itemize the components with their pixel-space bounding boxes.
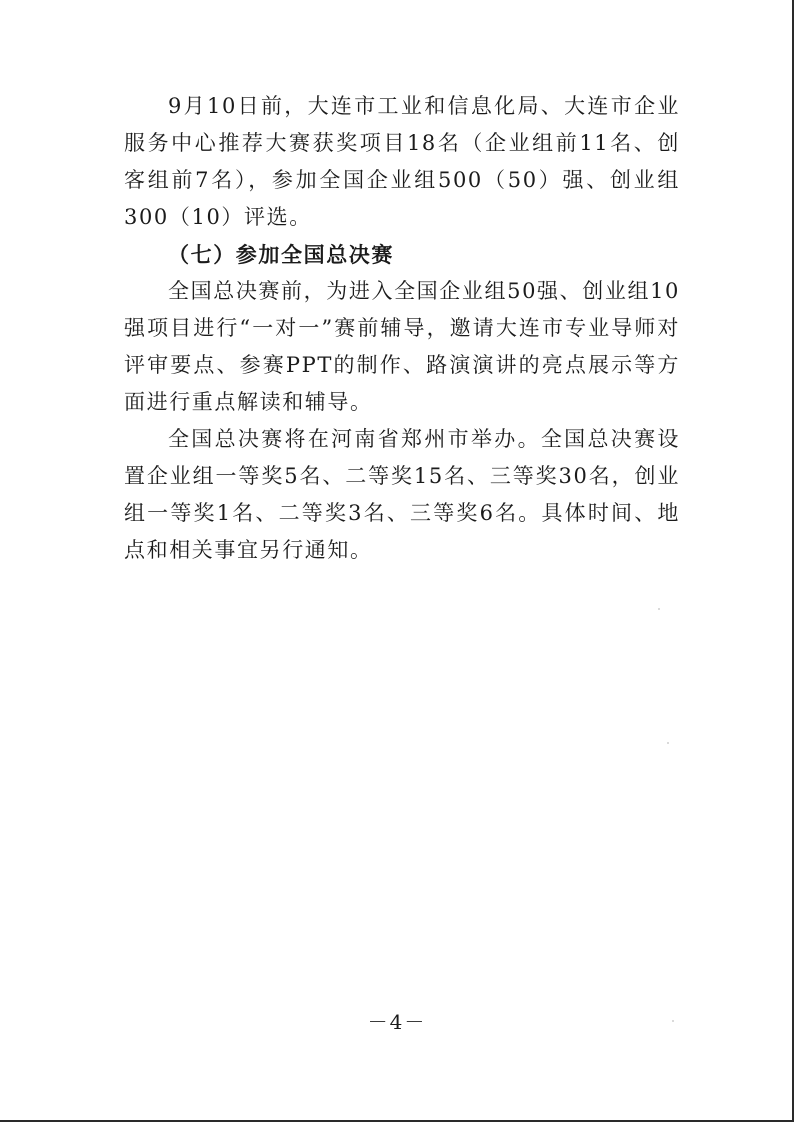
scan-speck — [658, 608, 660, 610]
paragraph-coaching: 全国总决赛前，为进入全国企业组50强、创业组10强项目进行“一对一”赛前辅导，邀请大连市专业导师对评审要点、参赛PPT的制作、路演演讲的亮点展示等方面进行重点解读和辅导。 — [124, 279, 680, 414]
paragraph-finals: 全国总决赛将在河南省郑州市举办。全国总决赛设置企业组一等奖5名、二等奖15名、三等奖30名，创业组一等奖1名、二等奖3名、三等奖6名。具体时间、地点和相关事宜另行通知。 — [124, 427, 680, 562]
body-text — [124, 88, 680, 569]
scan-speck — [667, 742, 669, 744]
scan-speck — [672, 1020, 674, 1022]
paragraph-recommendation: 9月10日前，大连市工业和信息化局、大连市企业服务中心推荐大赛获奖项目18名（企业组前11名、创客组前7名），参加全国企业组500（50）强、创业组300（10）评选。 — [124, 94, 680, 229]
section-heading: （七）参加全国总决赛 — [168, 242, 394, 267]
page-number: －4－ — [367, 1010, 427, 1034]
